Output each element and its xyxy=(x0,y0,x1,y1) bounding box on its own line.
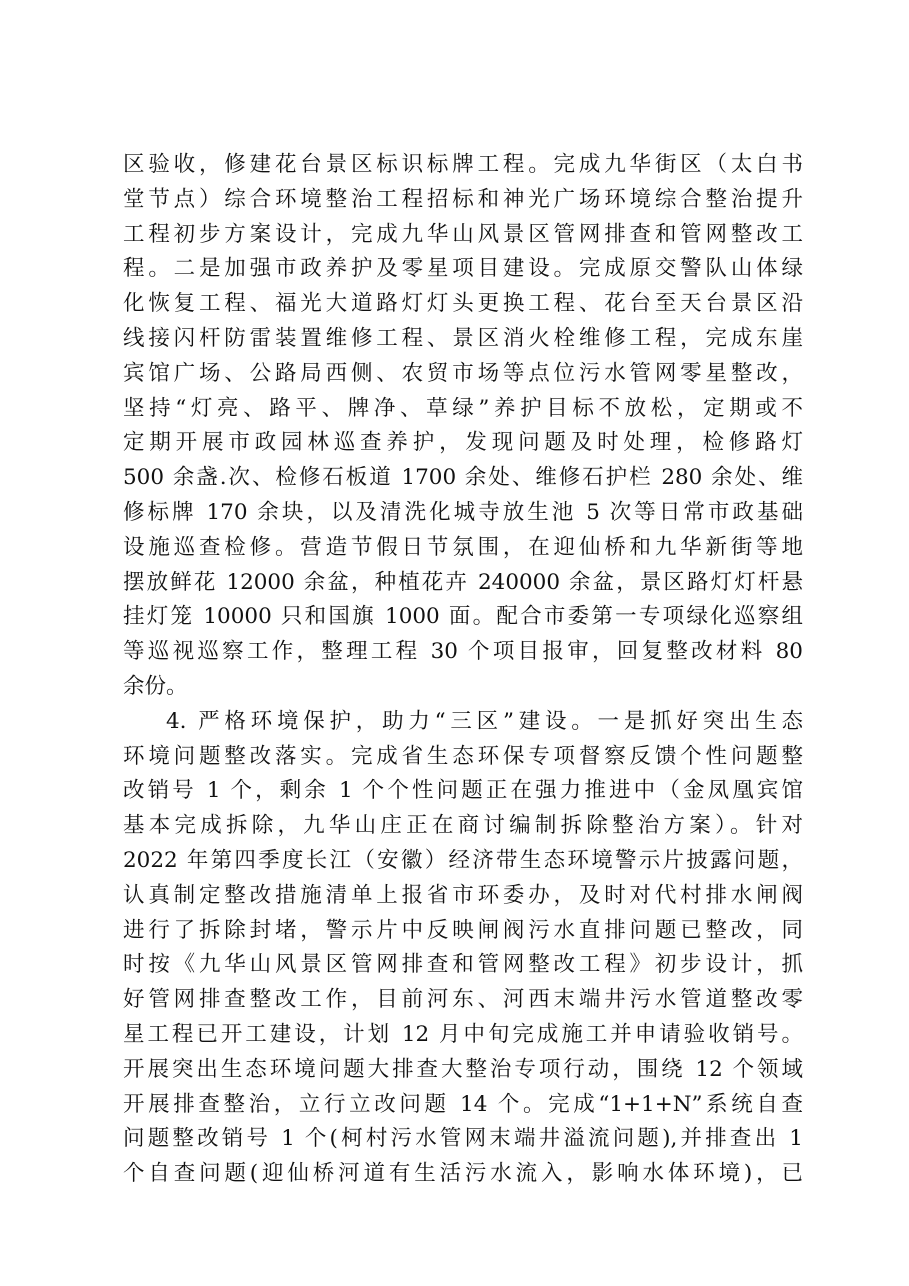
text-line: 500 余盏.次、检修石板道 1700 余处、维修石护栏 280 余处、维 xyxy=(123,465,803,491)
text-line: 开展突出生态环境问题大排查大整治专项行动，围绕 12 个领域 xyxy=(123,1056,803,1082)
text-line: 改销号 1 个，剩余 1 个个性问题正在强力推进中（金凤凰宾馆 xyxy=(123,778,803,804)
text-line: 坚持“灯亮、路平、牌净、草绿”养护目标不放松，定期或不 xyxy=(123,395,803,421)
text-line: 堂节点）综合环境整治工程招标和神光广场环境综合整治提升 xyxy=(123,186,803,212)
text-line: 宾馆广场、公路局西侧、农贸市场等点位污水管网零星整改， xyxy=(123,360,803,386)
text-line: 程。二是加强市政养护及零星项目建设。完成原交警队山体绿 xyxy=(123,256,803,282)
text-line: 基本完成拆除，九华山庄正在商讨编制拆除整治方案）。针对 xyxy=(123,813,803,839)
text-line: 问题整改销号 1 个(柯村污水管网末端井溢流问题),并排查出 1 xyxy=(123,1126,803,1152)
text-line: 修标牌 170 余块，以及清洗化城寺放生池 5 次等日常市政基础 xyxy=(123,499,803,525)
text-line: 线接闪杆防雷装置维修工程、景区消火栓维修工程，完成东崖 xyxy=(123,325,803,351)
text-line: 2022 年第四季度长江（安徽）经济带生态环境警示片披露问题， xyxy=(123,847,803,873)
text-line: 区验收，修建花台景区标识标牌工程。完成九华街区（太白书 xyxy=(123,152,803,177)
text-line: 时按《九华山风景区管网排查和管网整改工程》初步设计，抓 xyxy=(123,952,803,978)
text-line: 工程初步方案设计，完成九华山风景区管网排查和管网整改工 xyxy=(123,221,803,247)
text-line: 等巡视巡察工作，整理工程 30 个项目报审，回复整改材料 80 xyxy=(123,639,803,665)
text-line: 好管网排查整改工作，目前河东、河西末端井污水管道整改零 xyxy=(123,987,803,1013)
text-line: 认真制定整改措施清单上报省市环委办，及时对代村排水闸阀 xyxy=(123,882,803,908)
text-line: 进行了拆除封堵，警示片中反映闸阀污水直排问题已整改，同 xyxy=(123,917,803,943)
text-line: 开展排查整治，立行立改问题 14 个。完成“1+1+N”系统自查 xyxy=(123,1091,803,1117)
section-heading-line: 4. 严格环境保护，助力“三区”建设。一是抓好突出生态 xyxy=(166,708,803,734)
text-line: 个自查问题(迎仙桥河道有生活污水流入，影响水体环境)，已 xyxy=(123,1161,803,1187)
text-line: 定期开展市政园林巡查养护，发现问题及时处理，检修路灯 xyxy=(123,430,803,456)
text-line: 设施巡查检修。营造节假日节氛围，在迎仙桥和九华新街等地 xyxy=(123,534,803,560)
paragraph-end-line: 余份。 xyxy=(123,673,188,699)
text-line: 化恢复工程、福光大道路灯灯头更换工程、花台至天台景区沿 xyxy=(123,291,803,317)
text-line: 摆放鲜花 12000 余盆，种植花卉 240000 余盆，景区路灯灯杆悬 xyxy=(123,569,803,595)
text-line: 挂灯笼 10000 只和国旗 1000 面。配合市委第一专项绿化巡察组 xyxy=(123,604,803,630)
body-text xyxy=(123,148,803,1192)
text-line: 环境问题整改落实。完成省生态环保专项督察反馈个性问题整 xyxy=(123,743,803,769)
text-line: 星工程已开工建设，计划 12 月中旬完成施工并申请验收销号。 xyxy=(123,1021,803,1047)
